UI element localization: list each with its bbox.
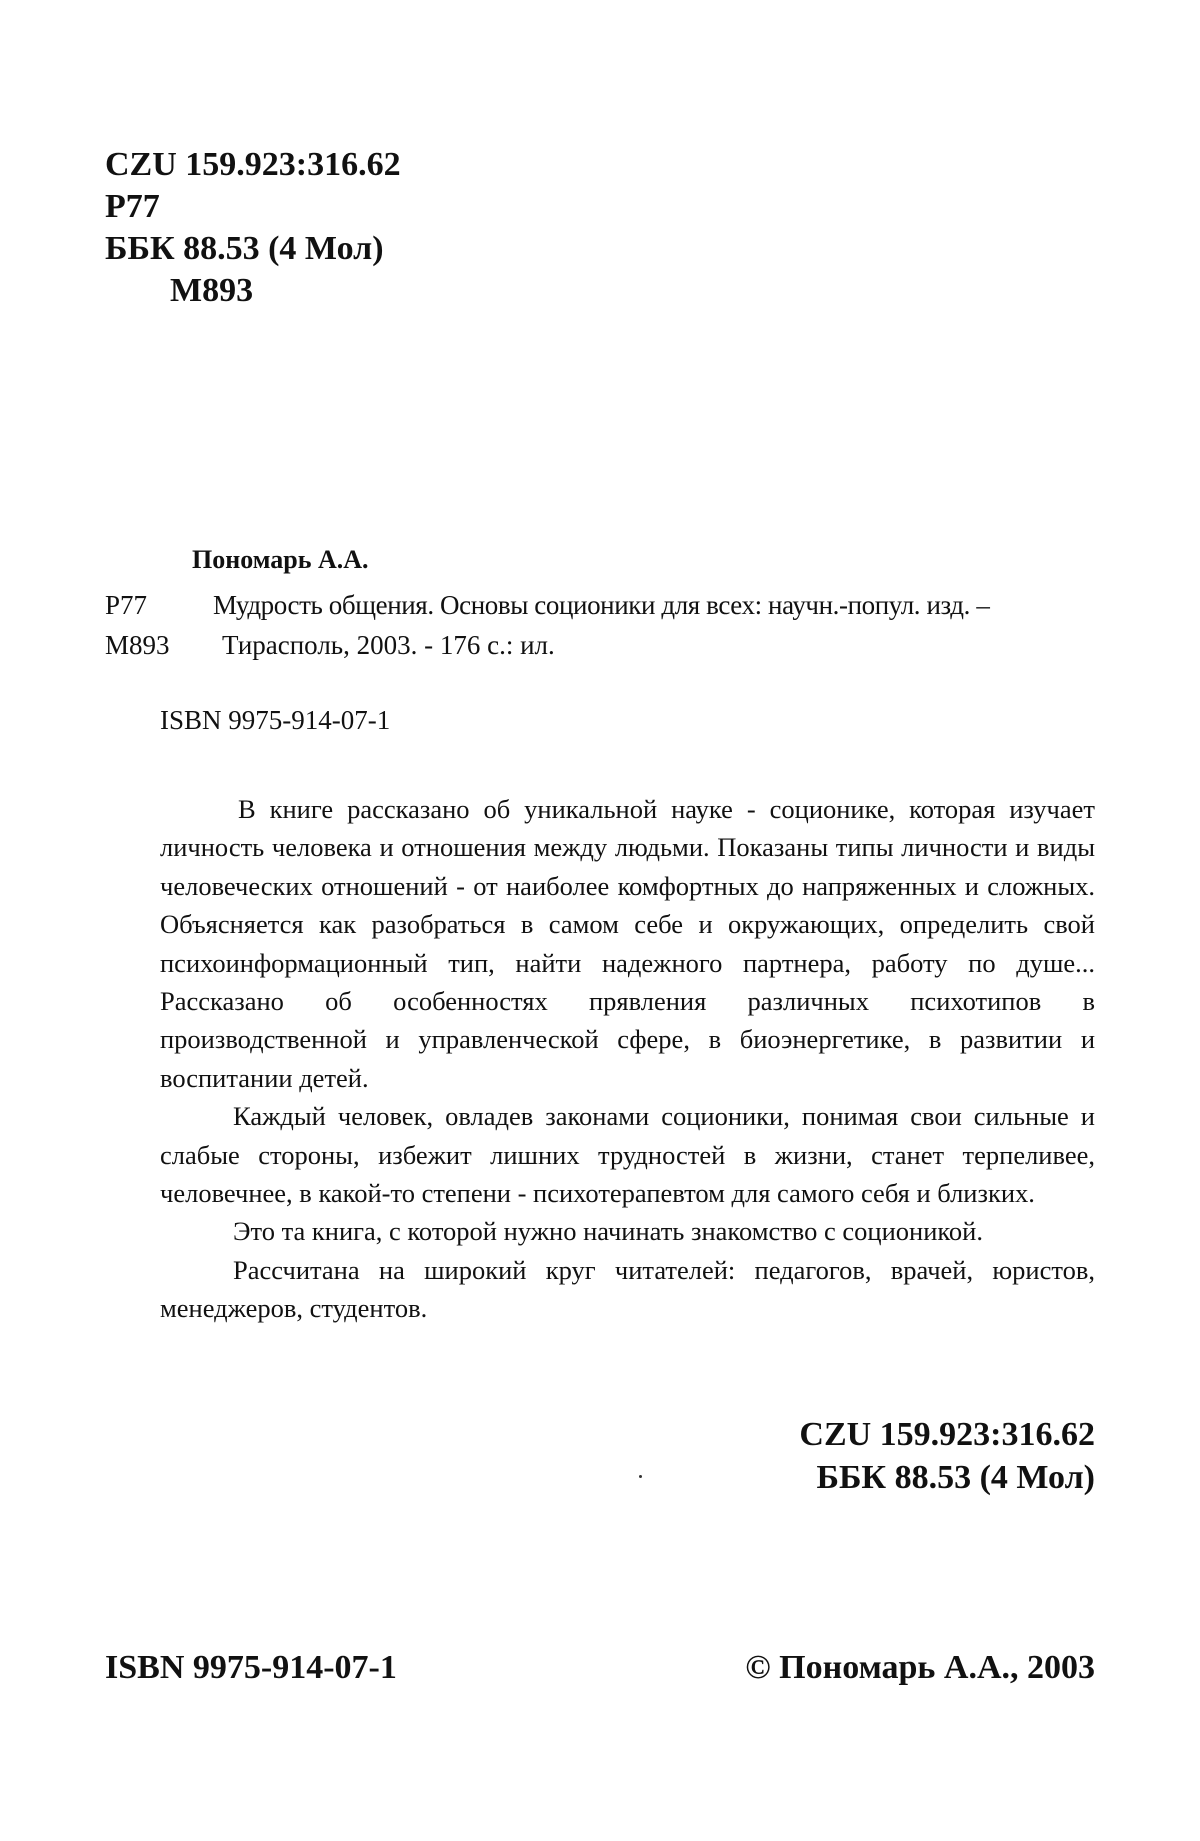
annotation-paragraph: Это та книга, с которой нужно начинать знакомство с соционикой. — [233, 1216, 983, 1247]
m893-code: M893 — [170, 272, 254, 309]
footer-bbk-code: ББК 88.53 (4 Мол) — [816, 1459, 1095, 1496]
copyright-notice: © Пономарь А.А., 2003 — [745, 1649, 1095, 1686]
stray-dot — [639, 1475, 642, 1478]
imprint-line: Тирасполь, 2003. - 176 с.: ил. — [222, 630, 555, 660]
entry-code-p77: P77 — [105, 590, 148, 620]
book-title-line: Мудрость общения. Основы соционики для всех: научн.-попул. изд. – — [213, 590, 990, 620]
entry-code-m893: M893 — [105, 630, 170, 660]
bbk-code: ББК 88.53 (4 Мол) — [105, 230, 384, 267]
czu-code: CZU 159.923:316.62 — [105, 146, 401, 183]
annotation-paragraph: Рассчитана на широкий круг читателей: педагогов, врачей, юристов, менеджеров, студентов. — [160, 1254, 1095, 1324]
annotation-paragraph: Каждый человек, овладев законами соционики, понимая свои сильные и слабые стороны, избежит лишних трудностей в жизни, станет терпеливее, человечнее, в какой-то степени - психотерапевтом для самого себя и близких. — [160, 1101, 1095, 1209]
footer-czu-code: CZU 159.923:316.62 — [799, 1416, 1095, 1453]
entry-isbn: ISBN 9975-914-07-1 — [160, 705, 391, 735]
author-name: Пономарь А.А. — [192, 545, 369, 574]
annotation-paragraph: В книге рассказано об уникальной науке - соционике, которая изучает личность человека и отношения между людьми. Показаны типы личности и виды человеческих отношений - от наиболее комфортных до напряженных и сложных. Объясняется как разобраться в самом себе и окружающих, определить свой психоинформационный тип, найти надежного партнера, работу по душе... Рассказано об особенностях прявления различных психотипов в производственной и управленческой сфере, в биоэнергетике, в развитии и воспитании детей. — [160, 794, 1095, 1093]
bottom-isbn: ISBN 9975-914-07-1 — [105, 1649, 397, 1686]
p77-code: P77 — [105, 188, 160, 225]
annotation-block — [160, 790, 1095, 1328]
